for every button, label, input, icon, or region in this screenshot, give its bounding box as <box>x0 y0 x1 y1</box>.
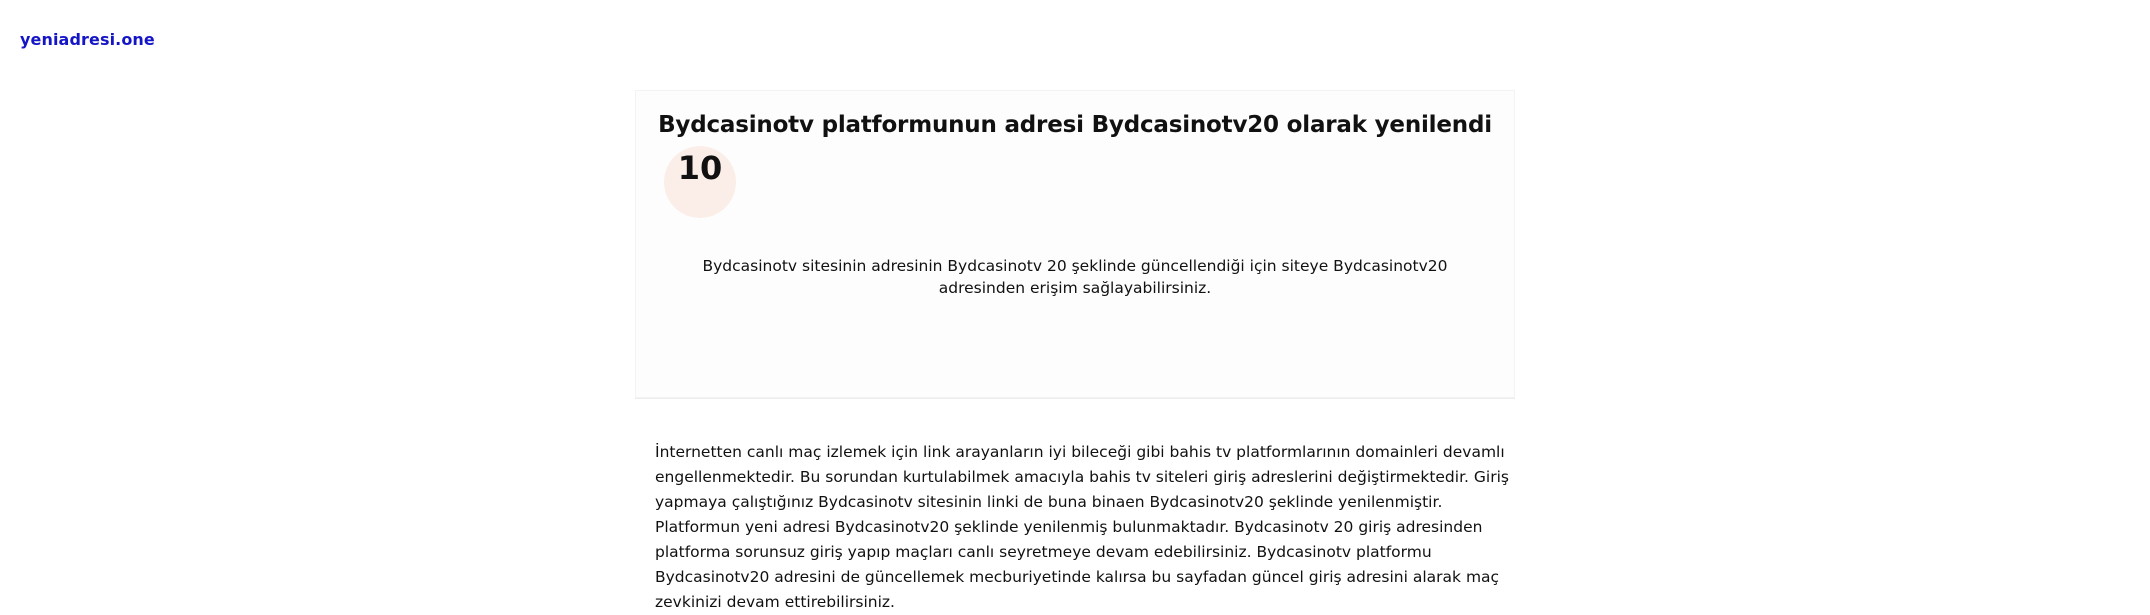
score-value: 10 <box>677 149 723 187</box>
card-divider <box>635 398 1515 399</box>
card-description: Bydcasinotv sitesinin adresinin Bydcasinotv 20 şeklinde güncellendiği için siteye Bydcasinotv20 adresinden erişim sağlayabilirsiniz. <box>702 257 1448 297</box>
article-paragraph: İnternetten canlı maç izlemek için link arayanların iyi bileceği gibi bahis tv platformlarının domainleri devamlı engellenmektedir. Bu sorundan kurtulabilmek amacıyla bahis tv siteleri giriş adreslerini değiştirmektedir. Giriş yapmaya çalıştığınız Bydcasinotv sitesinin linki de buna binaen Bydcasinotv20 şeklinde yenilenmiştir. Platformun yeni adresi Bydcasinotv20 şeklinde yenilenmiş bulunmaktadır. Bydcasinotv 20 giriş adresinden platforma sorunsuz giriş yapıp maçları canlı seyretmeye devam edebilirsiniz. Bydcasinotv platformu Bydcasinotv20 adresini de güncellemek mecburiyetinde kalırsa bu sayfadan güncel giriş adresini alarak maç zevkinizi devam ettirebilirsiniz. <box>655 443 1509 611</box>
site-home-link[interactable]: yeniadresi.one <box>20 30 155 49</box>
page-title: Bydcasinotv platformunun adresi Bydcasinotv20 olarak yenilendi <box>658 112 1492 138</box>
